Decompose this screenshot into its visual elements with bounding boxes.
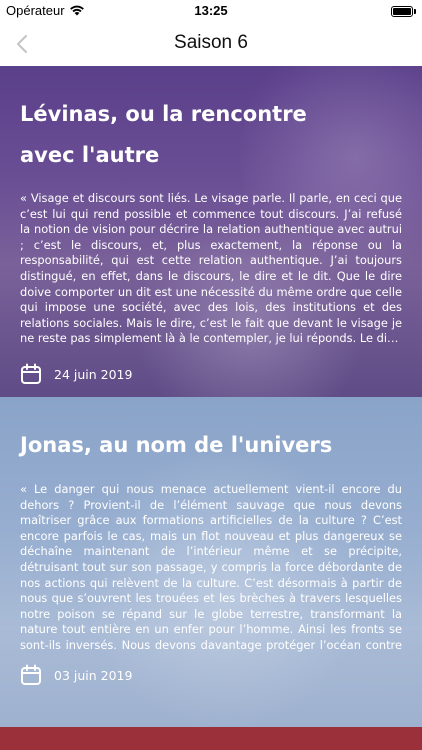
episode-title-line: Lévinas, ou la rencontre — [20, 102, 307, 126]
episode-title-line: Jonas, au nom de l'univers — [20, 433, 333, 457]
calendar-icon — [20, 664, 42, 686]
episode-date: 03 juin 2019 — [54, 667, 133, 683]
status-bar — [0, 0, 422, 22]
navigation-bar — [0, 22, 422, 66]
episode-excerpt: « Visage et discours sont liés. Le visage parle. Il parle, en ceci que c’est lui qui rend possible et commence tout discours. J’ai refusé la notion de vision pour décrire la relation authentique avec autrui ; c’est le discours, et, plus exactement, la réponse ou la responsabilité, qui est cette relation authentique. J’ai toujours distingué, en effet, dans le discours, le dire et le dit. Que le dire doive comporter un dit est une nécessité du même ordre que celle qui impose une société, avec des lois, des institutions et des relations sociales. Mais le dire, c’est le fait que devant le visage je ne reste pas simplement là à le contempler, je lui réponds. Le di… — [20, 191, 402, 346]
episode-card[interactable] — [0, 397, 422, 727]
episode-date-row — [20, 663, 132, 687]
battery-cap — [414, 9, 416, 14]
battery-level — [393, 8, 411, 15]
calendar-icon — [20, 363, 42, 385]
page-title: Saison 6 — [174, 32, 248, 53]
episode-title — [20, 425, 410, 466]
episode-date-row — [20, 362, 132, 386]
battery-icon — [391, 6, 413, 17]
episode-card[interactable] — [0, 66, 422, 397]
episode-card[interactable] — [0, 727, 422, 750]
episode-excerpt: « Le danger qui nous menace actuellement vient-il encore du dehors ? Provient-il de l’élément sauvage que nous devons maîtriser grâce aux formations artificielles de la culture ? C’est encore parfois le cas, mais un flot nouveau et plus dangereux se déchaîne maintenant de l’intérieur même et se précipite, détruisant tout sur son passage, y compris la force débordante de nos actions qui relèvent de la culture. C’est désormais à partir de nous que s’ouvrent les trouées et les brèches à travers lesquelles notre poison se répand sur le globe terrestre, transformant la nature tout entière en un enfer pour l’homme. Ainsi les fronts se sont-ils inversés. Nous devons davantage protéger l’océan contre — [20, 482, 402, 652]
episode-date: 24 juin 2019 — [54, 366, 133, 382]
episode-title-line: avec l'autre — [20, 143, 160, 167]
episode-title — [20, 94, 410, 176]
carrier-label: Opérateur — [6, 3, 65, 18]
status-time: 13:25 — [194, 3, 228, 18]
